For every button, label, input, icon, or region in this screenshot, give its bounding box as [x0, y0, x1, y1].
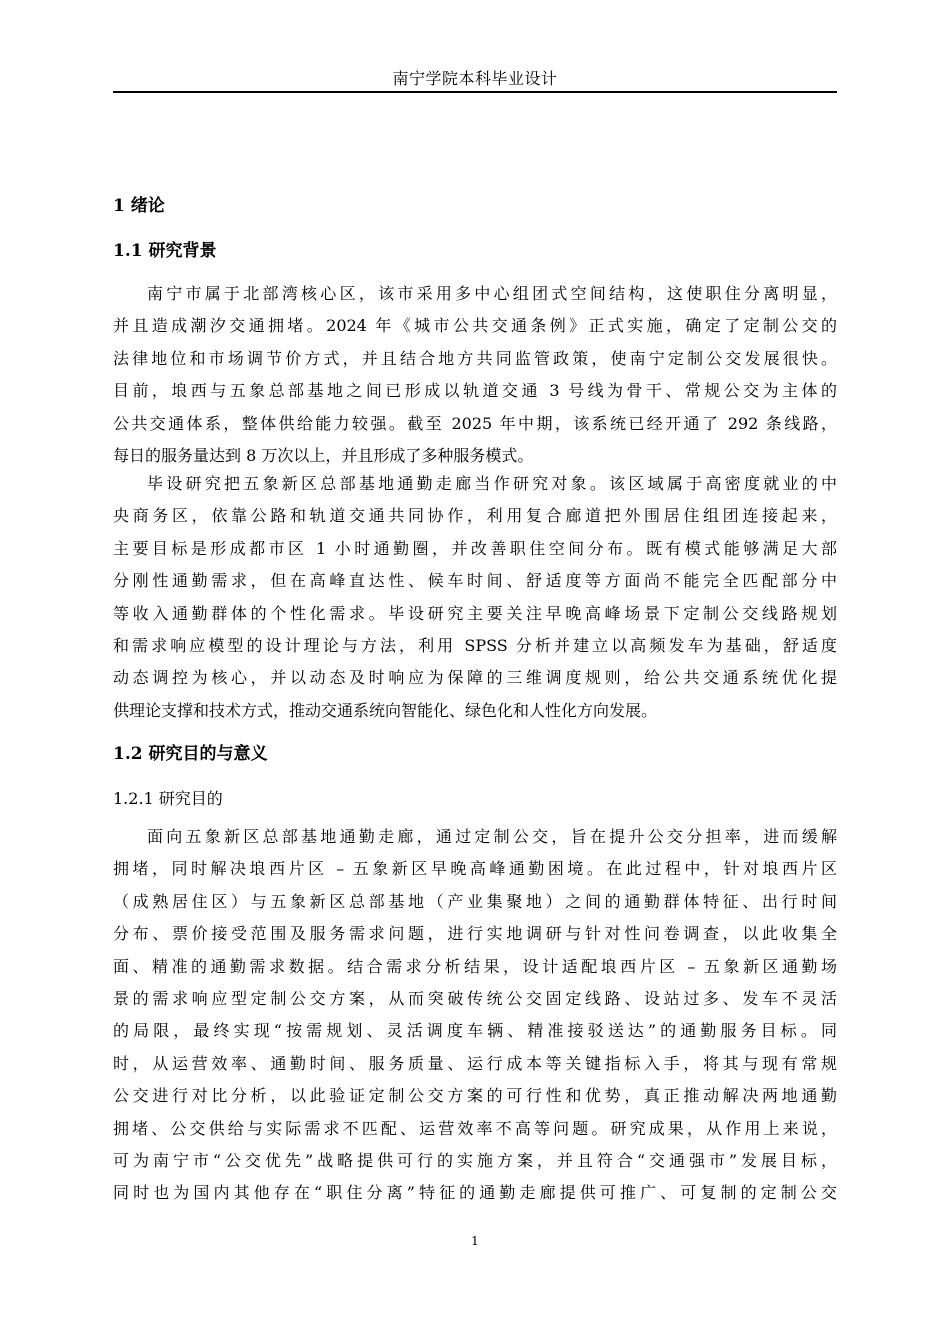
paragraph-line: 分布、票价接受范围及服务需求问题，进行实地调研与针对性问卷调查，以此收集全 [113, 924, 837, 944]
paragraph-line: 景的需求响应型定制公交方案，从而突破传统公交固定线路、设站过多、发车不灵活 [113, 988, 837, 1008]
section-heading-background: 1.1 研究背景 [113, 241, 217, 261]
paragraph-line: 拥堵，同时解决埌西片区 – 五象新区早晚高峰通勤困境。在此过程中，针对埌西片区 [113, 859, 837, 879]
paragraph-line: 等收入通勤群体的个性化需求。毕设研究主要关注早晚高峰场景下定制公交线路规划 [113, 603, 837, 623]
paragraph-line: 央商务区，依靠公路和轨道交通共同协作，利用复合廊道把外围居住组团连接起来， [113, 506, 837, 526]
section-heading-purpose-significance: 1.2 研究目的与意义 [113, 744, 268, 764]
paragraph-line: 同时也为国内其他存在“职住分离”特征的通勤走廊提供可推广、可复制的定制公交 [113, 1183, 837, 1203]
paragraph-background-1 [113, 278, 837, 472]
paragraph-line: 公交进行对比分析，以此验证定制公交方案的可行性和优势，真正推动解决两地通勤 [113, 1086, 837, 1106]
paragraph-line: 南宁市属于北部湾核心区，该市采用多中心组团式空间结构，这使职住分离明显， [147, 284, 837, 303]
paragraph-line: 的局限，最终实现“按需规划、灵活调度车辆、精准接驳送达”的通勤服务目标。同 [113, 1021, 837, 1041]
paragraph-line: 主要目标是形成都市区 1 小时通勤圈，并改善职住空间分布。既有模式能够满足大部 [113, 538, 837, 558]
header-divider [113, 91, 837, 93]
paragraph-line: 拥堵、公交供给与实际需求不匹配、运营效率不高等问题。研究成果，从作用上来说， [113, 1118, 837, 1138]
paragraph-line: 时，从运营效率、通勤时间、服务质量、运行成本等关键指标入手，将其与现有常规 [113, 1053, 837, 1073]
paragraph-line: 供理论支撑和技术方式，推动交通系统向智能化、绿色化和人性化方向发展。 [113, 700, 658, 720]
paragraph-line: （成熟居住区）与五象新区总部基地（产业集聚地）之间的通勤群体特征、出行时间 [113, 891, 837, 911]
paragraph-line: 法律地位和市场调节价方式，并且结合地方共同监管政策，使南宁定制公交发展很快。 [113, 348, 837, 368]
paragraph-background-2 [113, 468, 837, 727]
paragraph-line: 目前，埌西与五象总部基地之间已形成以轨道交通 3 号线为骨干、常规公交为主体的 [113, 381, 837, 401]
paragraph-purpose-1 [113, 821, 837, 1210]
page-number: 1 [471, 1234, 479, 1248]
paragraph-line: 面向五象新区总部基地通勤走廊，通过定制公交，旨在提升公交分担率，进而缓解 [147, 827, 837, 846]
paragraph-line: 分刚性通勤需求，但在高峰直达性、候车时间、舒适度等方面尚不能完全匹配部分中 [113, 571, 837, 591]
paragraph-line: 动态调控为核心，并以动态及时响应为保障的三维调度规则，给公共交通系统优化提 [113, 668, 837, 688]
paragraph-line: 面、精准的通勤需求数据。结合需求分析结果，设计适配埌西片区 – 五象新区通勤场 [113, 956, 837, 976]
running-header: 南宁学院本科毕业设计 [392, 69, 558, 88]
paragraph-line: 可为南宁市“公交优先”战略提供可行的实施方案，并且符合“交通强市”发展目标， [113, 1150, 837, 1170]
paragraph-line: 并且造成潮汐交通拥堵。2024 年《城市公共交通条例》正式实施，确定了定制公交的 [113, 316, 837, 336]
paragraph-line: 毕设研究把五象新区总部基地通勤走廊当作研究对象。该区域属于高密度就业的中 [147, 474, 837, 493]
paragraph-line: 和需求响应模型的设计理论与方法，利用 SPSS 分析并建立以高频发车为基础，舒适度 [113, 635, 837, 655]
paragraph-line: 每日的服务量达到 8 万次以上，并且形成了多种服务模式。 [113, 445, 534, 465]
paragraph-line: 公共交通体系，整体供给能力较强。截至 2025 年中期，该系统已经开通了 292 条线路， [113, 413, 837, 433]
subsection-heading-purpose: 1.2.1 研究目的 [113, 789, 223, 808]
chapter-heading: 1 绪论 [113, 196, 165, 216]
